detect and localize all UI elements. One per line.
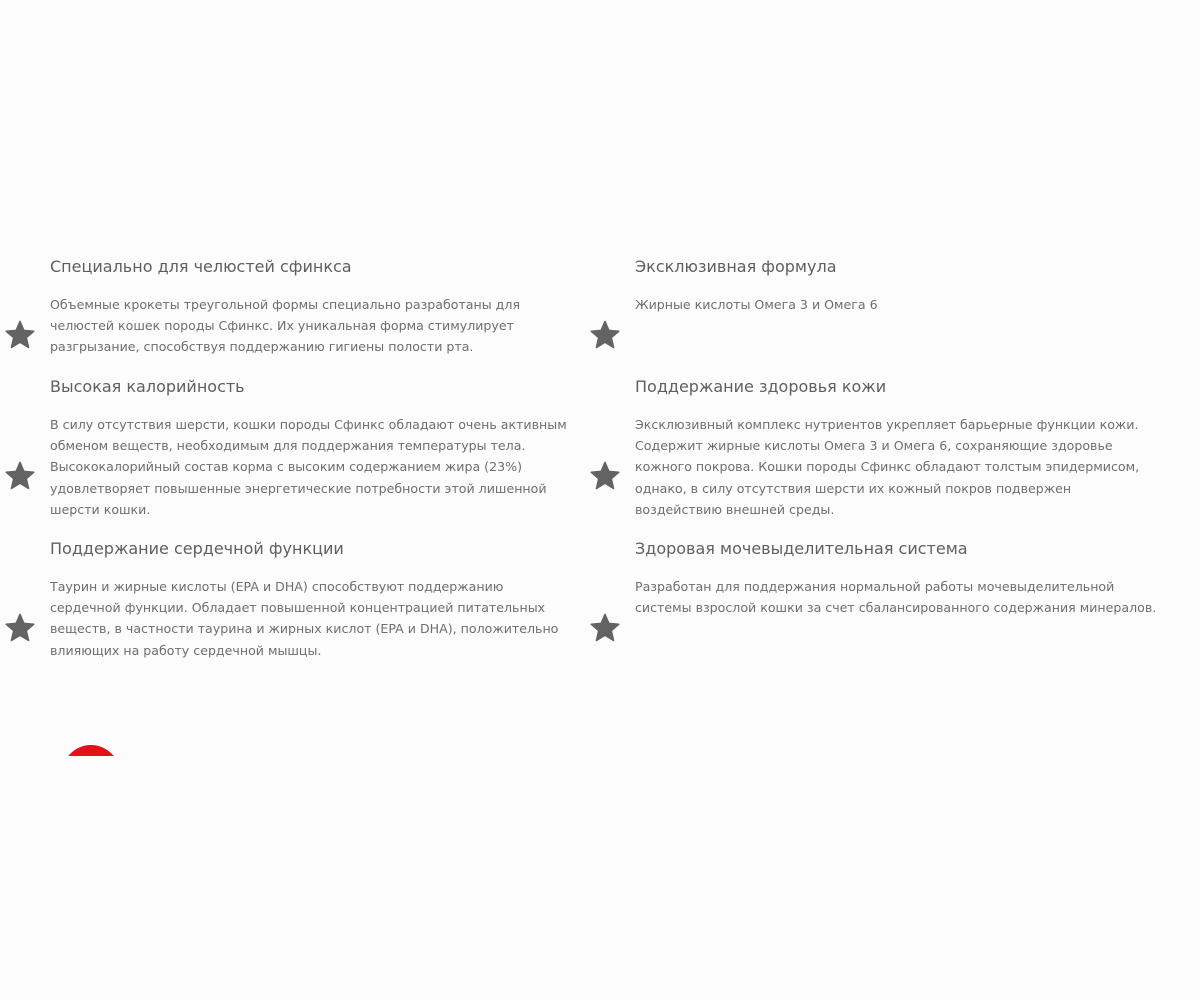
star-icon xyxy=(3,612,37,644)
feature-title: Поддержание здоровья кожи xyxy=(635,377,887,396)
star-icon xyxy=(588,612,622,644)
feature-title: Поддержание сердечной функции xyxy=(50,539,344,558)
feature-text: Разработан для поддержания нормальной работы мочевыделительной системы взрослой кошки за счет сбалансированного содержания минералов. xyxy=(635,579,1157,616)
feature-text: Эксклюзивный комплекс нутриентов укрепляет барьерные функции кожи. Содержит жирные кислоты Омега 3 и Омега 6, сохраняющие здоровье кожного покрова. Кошки породы Сфинкс обладают толстым эпидермисом, однако, в силу отсутствия шерсти их кожный покров подвержен воздействию внешней среды. xyxy=(635,417,1140,517)
star-icon xyxy=(588,460,622,492)
feature-text: Объемные крокеты треугольной формы специально разработаны для челюстей кошек породы Сфинкс. Их уникальная форма стимулирует разгрызание, способствуя поддержанию гигиены полости рта. xyxy=(50,297,521,355)
feature-text: В силу отсутствия шерсти, кошки породы Сфинкс обладают очень активным обменом веществ, необходимым для поддержания температуры тела. Высококалорийный состав корма с высоким содержанием жира (23%) удовлетворяет повышенные энергетические потребности этой лишенной шерсти кошки. xyxy=(50,417,567,517)
star-icon xyxy=(3,460,37,492)
feature-text: Таурин и жирные кислоты (EPA и DHA) способствуют поддержанию сердечной функции. Обладает повышенной концентрацией питательных веществ, в частности таурина и жирных кислот (EPA и DHA), положительно влияющих на работу сердечной мышцы. xyxy=(50,579,559,658)
feature-title: Эксклюзивная формула xyxy=(635,257,837,276)
feature-title: Специально для челюстей сфинкса xyxy=(50,257,352,276)
feature-title: Высокая калорийность xyxy=(50,377,245,396)
star-icon xyxy=(588,319,622,351)
feature-text: Жирные кислоты Омега 3 и Омега 6 xyxy=(635,297,878,312)
brand-logo-partial xyxy=(62,745,120,756)
brand-logo-disc xyxy=(62,745,120,756)
feature-title: Здоровая мочевыделительная система xyxy=(635,539,968,558)
star-icon xyxy=(3,319,37,351)
